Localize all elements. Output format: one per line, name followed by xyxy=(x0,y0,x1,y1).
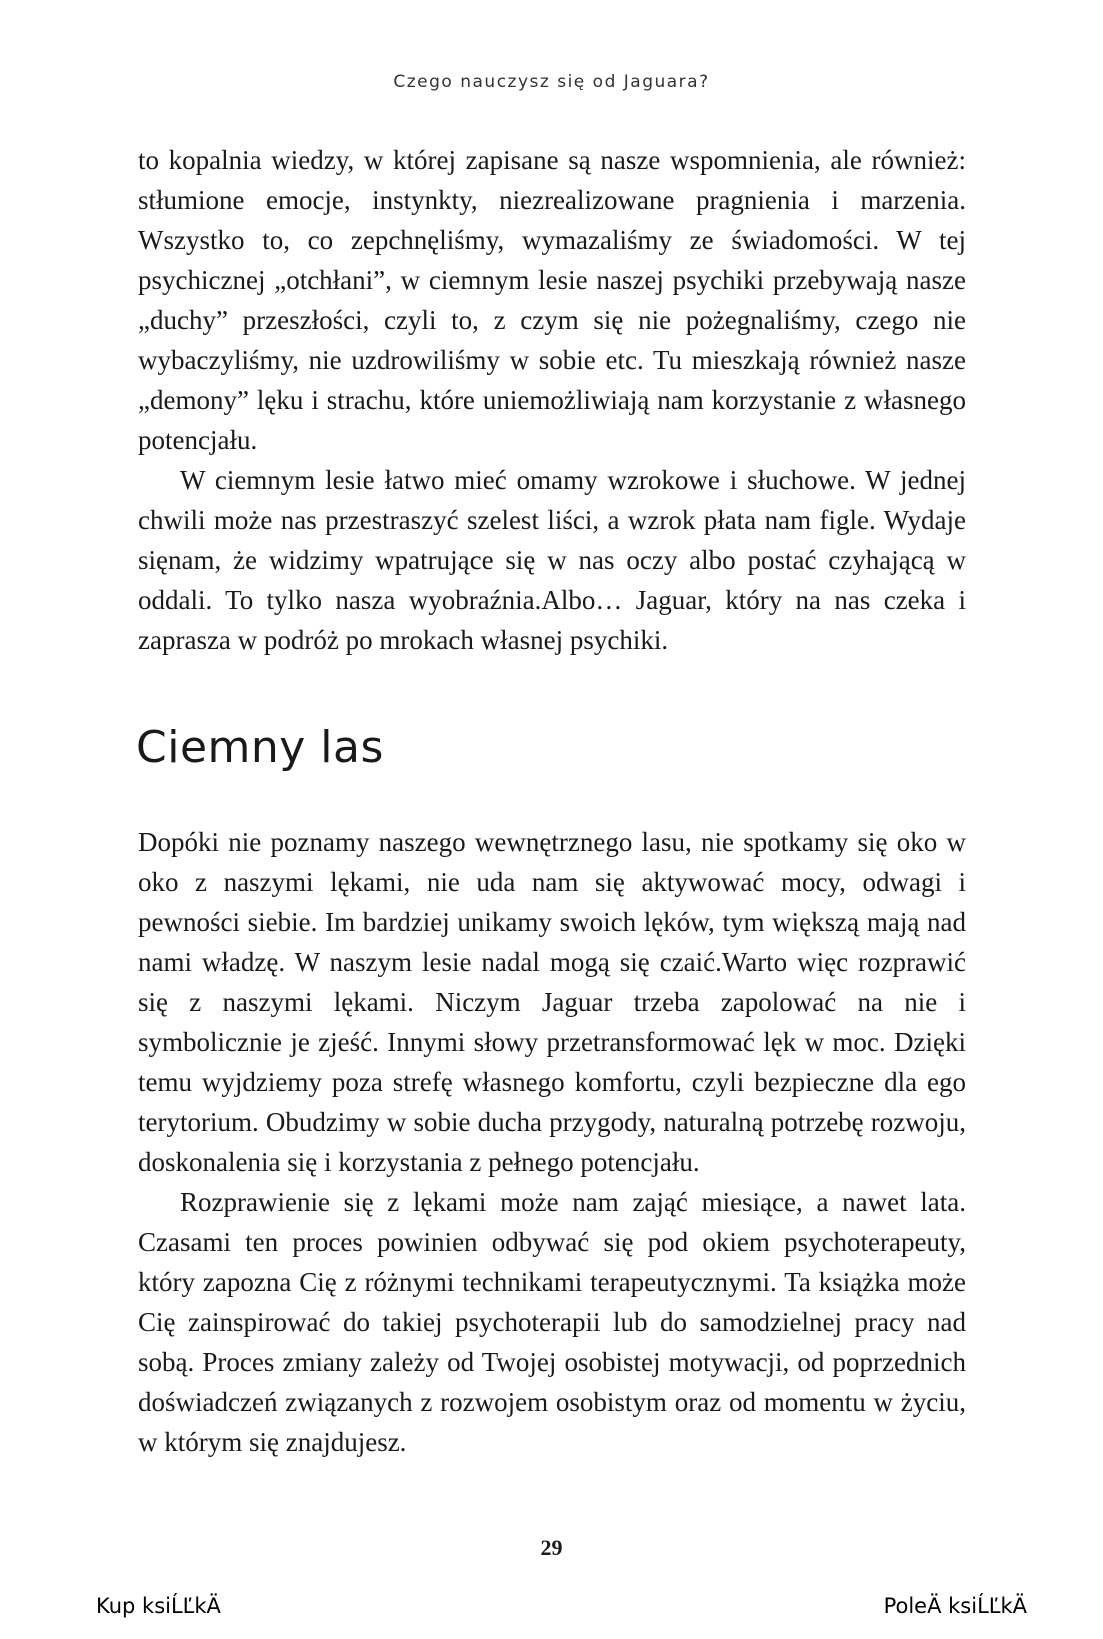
buy-book-link[interactable]: Kup ksiĹĽkÄ xyxy=(96,1594,221,1618)
section-1-text xyxy=(138,140,966,660)
paragraph-3: Dopóki nie poznamy naszego wewnętrznego lasu, nie spotkamy się oko w oko z naszymi lękami, nie uda nam się aktywować mocy, odwagi i pewności siebie. Im bardziej unikamy swoich lęków, tym większą mają nad nami władzę. W naszym lesie nadal mogą się czaić.Warto więc rozprawić się z naszymi lękami. Niczym Jaguar trzeba zapolować na nie i symbolicznie je zjeść. Innymi słowy przetransformować lęk w moc. Dzięki temu wyjdziemy poza strefę własnego komfortu, czyli bezpieczne dla ego terytorium. Obudzimy w sobie ducha przygody, naturalną potrzebę rozwoju, doskonalenia się i korzystania z pełnego potencjału. xyxy=(138,827,966,1177)
recommend-book-link[interactable]: PoleÄ ksiĹĽkÄ xyxy=(883,1594,1027,1618)
paragraph-2: W ciemnym lesie łatwo mieć omamy wzrokowe i słuchowe. W jednej chwili może nas przestraszyć szelest liści, a wzrok płata nam figle. Wydaje sięnam, że widzimy wpatrujące się w nas oczy albo postać czyhającą w oddali. To tylko nasza wyobraźnia.Albo… Jaguar, który na nas czeka i zaprasza w podróż po mrokach własnej psychiki. xyxy=(138,465,966,655)
section-2-text xyxy=(138,822,966,1462)
page-number: 29 xyxy=(540,1535,563,1560)
running-header: Czego nauczysz się od Jaguara? xyxy=(393,72,710,92)
section-heading: Ciemny las xyxy=(136,722,384,773)
paragraph-4: Rozprawienie się z lękami może nam zająć miesiące, a nawet lata. Czasami ten proces powinien odbywać się pod okiem psychoterapeuty, który zapozna Cię z różnymi technikami terapeutycznymi. Ta książka może Cię zainspirować do takiej psychoterapii lub do samodzielnej pracy nad sobą. Proces zmiany zależy od Twojej osobistej motywacji, od poprzednich doświadczeń związanych z rozwojem osobistym oraz od momentu w życiu, w którym się znajdujesz. xyxy=(138,1187,966,1457)
paragraph-1: to kopalnia wiedzy, w której zapisane są nasze wspomnienia, ale również: stłumione emocje, instynkty, niezrealizowane pragnienia i marzenia. Wszystko to, co zepchnęliśmy, wymazaliśmy ze świadomości. W tej psychicznej „otchłani”, w ciemnym lesie naszej psychiki przebywają nasze „duchy” przeszłości, czyli to, z czym się nie pożegnaliśmy, czego nie wybaczyliśmy, nie uzdrowiliśmy w sobie etc. Tu mieszkają również nasze „demony” lęku i strachu, które uniemożliwiają nam korzystanie z własnego potencjału. xyxy=(138,145,966,455)
